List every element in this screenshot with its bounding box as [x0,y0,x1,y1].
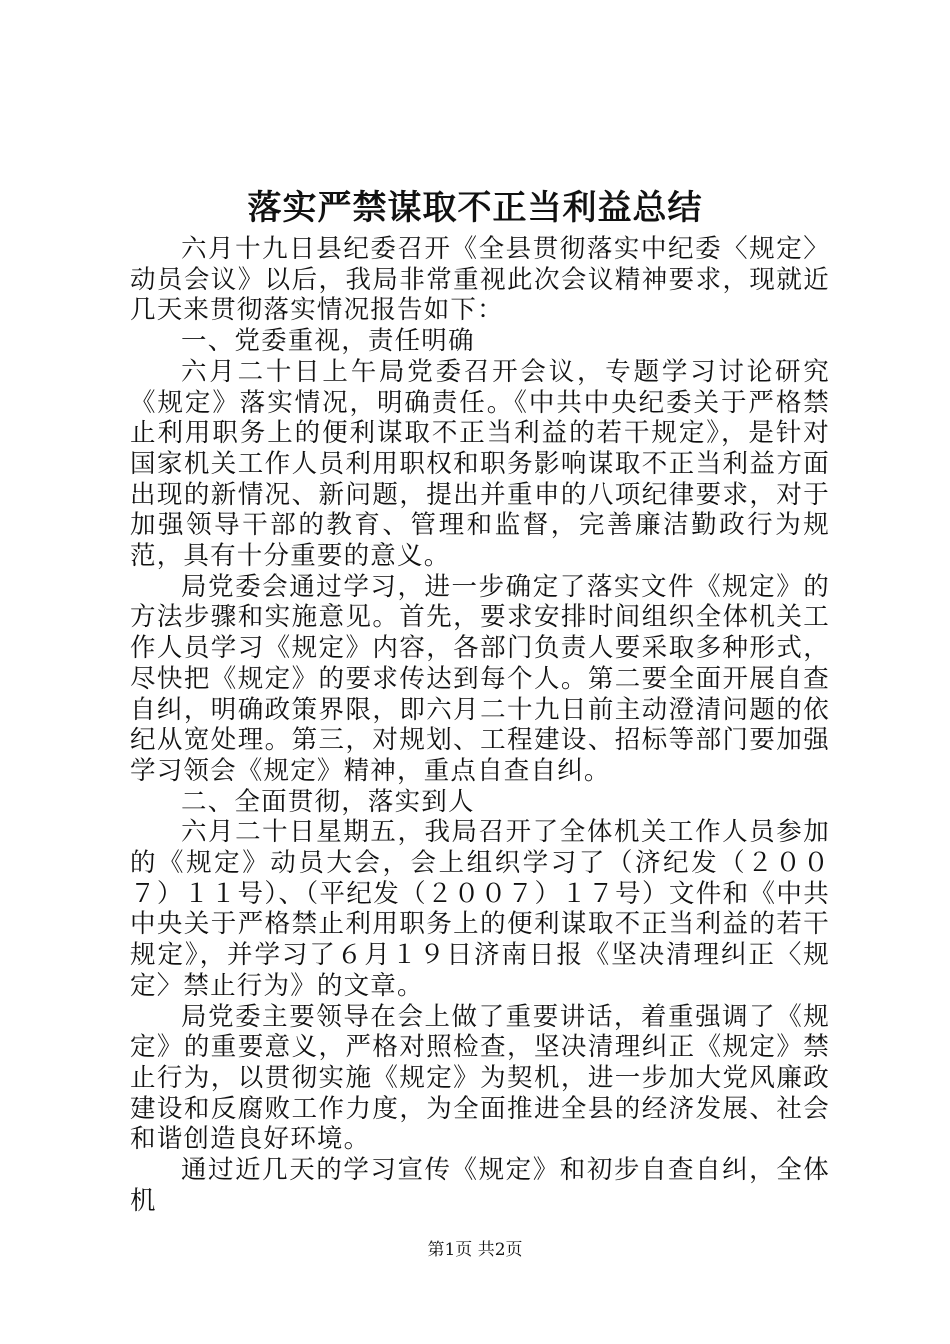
paragraph: 通过近几天的学习宣传《规定》和初步自查自纠，全体机 [130,1155,830,1216]
paragraph: 局党委会通过学习，进一步确定了落实文件《规定》的方法步骤和实施意见。首先，要求安排时间组织全体机关工作人员学习《规定》内容，各部门负责人要采取多种形式，尽快把《规定》的要求传达到每个人。第二要全面开展自查自纠，明确政策界限，即六月二十九日前主动澄清问题的依纪从宽处理。第三，对规划、工程建设、招标等部门要加强学习领会《规定》精神，重点自查自纠。 [130,571,830,786]
paragraph: 六月二十日星期五，我局召开了全体机关工作人员参加的《规定》动员大会，会上组织学习了（济纪发（２００７）１１号）、（平纪发（２００７）１７号）文件和《中共中央关于严格禁止利用职务上的便利谋取不正当利益的若干规定》，并学习了６月１９日济南日报《坚决清理纠正〈规定〉禁止行为》的文章。 [130,817,830,1001]
paragraph: 局党委主要领导在会上做了重要讲话，着重强调了《规定》的重要意义，严格对照检查，坚决清理纠正《规定》禁止行为，以贯彻实施《规定》为契机，进一步加大党风廉政建设和反腐败工作力度，为全面推进全县的经济发展、社会和谐创造良好环境。 [130,1001,830,1155]
page-footer: 第1页 共2页 [427,1240,523,1260]
section-heading-1: 一、党委重视，责任明确 [181,326,475,357]
paragraph: 六月二十日上午局党委召开会议，专题学习讨论研究《规定》落实情况，明确责任。《中共中央纪委关于严格禁止利用职务上的便利谋取不正当利益的若干规定》，是针对国家机关工作人员利用职权和职务影响谋取不正当利益方面出现的新情况、新问题，提出并重申的八项纪律要求，对于加强领导干部的教育、管理和监督，完善廉洁勤政行为规范，具有十分重要的意义。 [130,356,830,572]
document-title: 落实严禁谋取不正当利益总结 [247,188,703,228]
paragraph-intro: 六月十九日县纪委召开《全县贯彻落实中纪委〈规定〉动员会议》以后，我局非常重视此次会议精神要求，现就近几天来贯彻落实情况报告如下： [130,234,830,326]
section-heading-2: 二、全面贯彻，落实到人 [181,786,475,817]
document-body [130,234,830,1217]
